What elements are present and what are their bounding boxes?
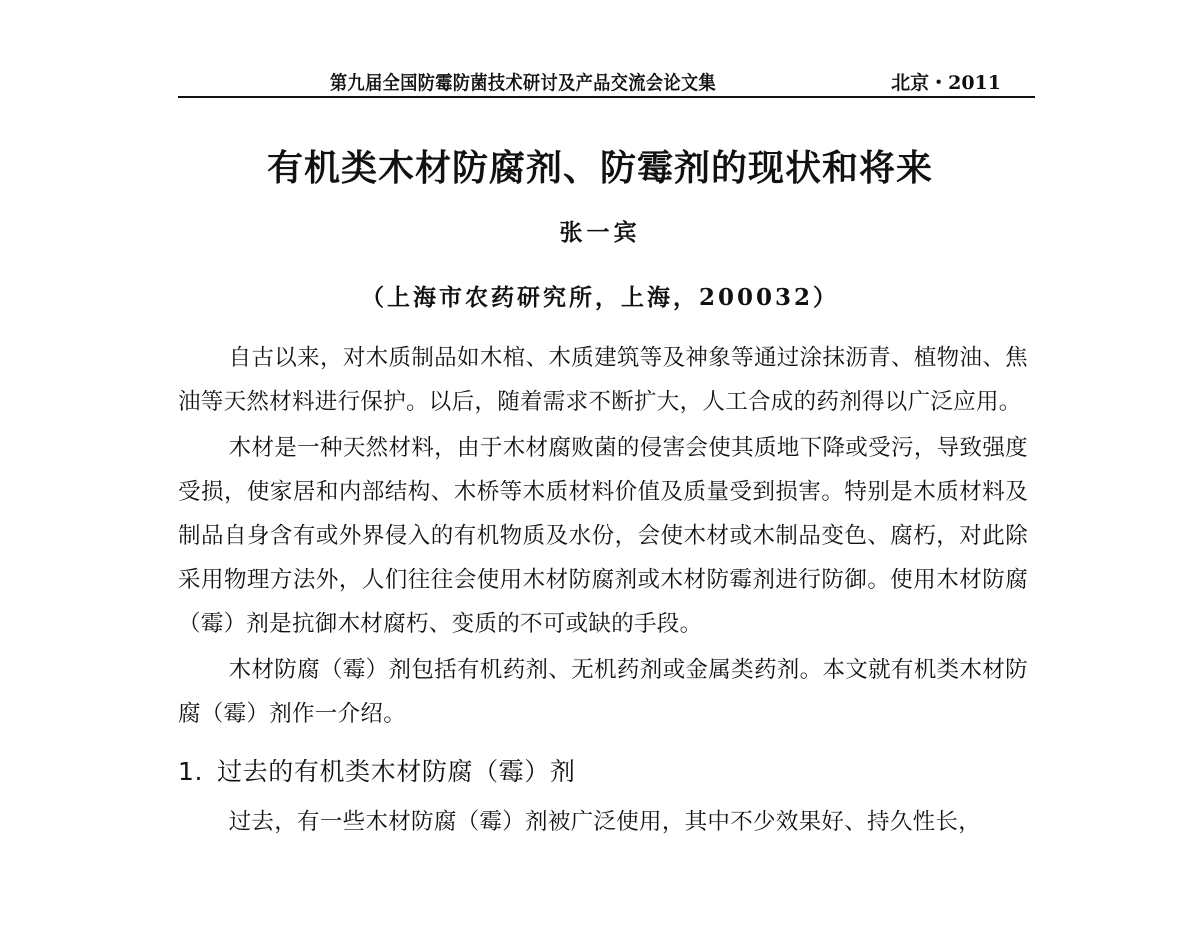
paragraph-section-1-1: 过去，有一些木材防腐（霉）剂被广泛使用，其中不少效果好、持久性长， [228,809,982,835]
header-rule [178,96,1035,98]
paragraph-intro-3: 木材防腐（霉）剂包括有机药剂、无机药剂或金属类药剂。本文就有机类木材防腐（霉）剂作一介绍。 [178,657,1028,727]
body-text [178,336,1028,844]
author: 张一宾 [559,219,641,246]
paragraph-intro-1: 自古以来，对木质制品如木棺、木质建筑等及神象等通过涂抹沥青、植物油、焦油等天然材料进行保护。以后，随着需求不断扩大，人工合成的药剂得以广泛应用。 [178,345,1028,415]
section-number: 1. [178,757,204,786]
paper-title: 有机类木材防腐剂、防霉剂的现状和将来 [266,148,933,189]
journal-name: 第九届全国防霉防菌技术研讨及产品交流会论文集 [330,72,717,94]
paragraph-intro-2: 木材是一种天然材料，由于木材腐败菌的侵害会使其质地下降或受污，导致强度受损，使家居和内部结构、木桥等木质材料价值及质量受到损害。特别是木质材料及制品自身含有或外界侵入的有机物质及水份，会使木材或木制品变色、腐朽，对此除采用物理方法外，人们往往会使用木材防腐剂或木材防霉剂进行防御。使用木材防腐（霉）剂是抗御木材腐朽、变质的不可或缺的手段。 [178,435,1028,637]
section-title: 过去的有机类木材防腐（霉）剂 [217,757,576,786]
running-header [178,62,1035,98]
section-heading-1 [178,750,1028,794]
place-year: 北京・2011 [891,72,1001,94]
affiliation: （上海市农药研究所，上海，200032） [360,284,840,311]
